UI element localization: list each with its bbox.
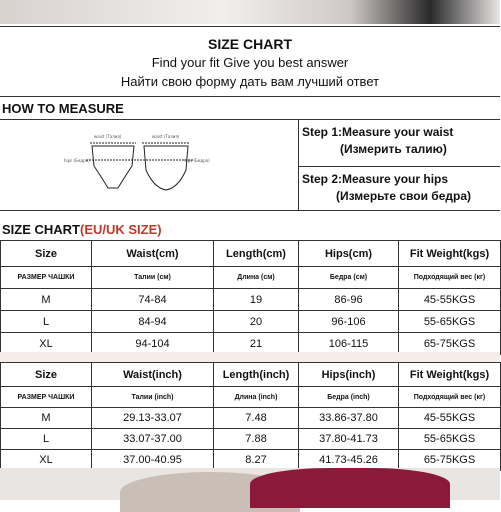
table-header-row (1, 241, 501, 267)
column-header-ru: Бедра (inch) (299, 387, 399, 408)
table-cell: 94-104 (92, 333, 214, 355)
product-photo-top (0, 0, 500, 24)
table-cell: 86-96 (299, 289, 399, 311)
table-cell: 55-65KGS (399, 311, 501, 333)
table-cell: 106-115 (299, 333, 399, 355)
table-cell: 96-106 (299, 311, 399, 333)
table-cell: 21 (214, 333, 299, 355)
table-spacer (0, 352, 500, 362)
column-header: Hips(inch) (299, 363, 399, 387)
column-header-ru: Подходящий вес (кг) (399, 387, 501, 408)
column-header: Waist(cm) (92, 241, 214, 267)
measure-section (0, 120, 500, 210)
back-view-icon (140, 143, 194, 190)
waist-figure-label: waist (Талия) (94, 134, 122, 139)
table-cell: 7.48 (214, 408, 299, 429)
table-cell: M (1, 408, 92, 429)
table-cell: 37.00-40.95 (92, 450, 214, 471)
divider (298, 120, 299, 210)
size-chart-card (0, 24, 500, 468)
column-header: Waist(inch) (92, 363, 214, 387)
column-header: Fit Weight(kgs) (399, 363, 501, 387)
underwear-measure-diagram (62, 126, 210, 206)
table-cell: 19 (214, 289, 299, 311)
table-cell: 7.88 (214, 429, 299, 450)
column-header: Size (1, 363, 92, 387)
table-cell: XL (1, 450, 92, 471)
column-header: Fit Weight(kgs) (399, 241, 501, 267)
size-table-cm (0, 240, 501, 355)
table-cell: M (1, 289, 92, 311)
table-cell: 41.73-45.26 (299, 450, 399, 471)
column-header-ru: РАЗМЕР ЧАШКИ (1, 267, 92, 289)
table-cell: 45-55KGS (399, 289, 501, 311)
table-cell: 20 (214, 311, 299, 333)
column-header: Hips(cm) (299, 241, 399, 267)
subtitle-english: Find your fit Give you best answer (151, 55, 349, 70)
table-row (1, 289, 501, 311)
divider (0, 210, 500, 211)
divider (0, 26, 500, 27)
subtitle-russian: Найти свою форму дать вам лучший ответ (120, 74, 380, 89)
column-header-ru: РАЗМЕР ЧАШКИ (1, 387, 92, 408)
column-header: Length(inch) (214, 363, 299, 387)
table-cell: L (1, 311, 92, 333)
column-header-ru: Длина (см) (214, 267, 299, 289)
table-cell: 29.13-33.07 (92, 408, 214, 429)
table-cell: 8.27 (214, 450, 299, 471)
table-cell: 33.86-37.80 (299, 408, 399, 429)
table-row (1, 408, 501, 429)
table-cell: 65-75KGS (399, 333, 501, 355)
column-header-ru: Бедра (см) (299, 267, 399, 289)
size-chart-heading (2, 222, 162, 237)
table-cell: 74-84 (92, 289, 214, 311)
column-header-ru: Талии (inch) (92, 387, 214, 408)
column-header-ru: Длина (inch) (214, 387, 299, 408)
divider (298, 166, 500, 167)
divider (0, 96, 500, 97)
column-header: Length(cm) (214, 241, 299, 267)
table-row (1, 429, 501, 450)
front-view-icon (86, 143, 140, 188)
step1-english: Step 1:Measure your waist (302, 125, 454, 139)
product-photo-bottom (0, 468, 500, 500)
table-cell: L (1, 429, 92, 450)
step2-english: Step 2:Measure your hips (302, 172, 449, 186)
table-cell: 65-75KGS (399, 450, 501, 471)
table-header-row (1, 363, 501, 387)
step2-russian: (Измерьте свои бедра) (336, 189, 472, 203)
table-russian-header-row (1, 267, 501, 289)
table-cell: 33.07-37.00 (92, 429, 214, 450)
table-cell: 45-55KGS (399, 408, 501, 429)
size-chart-heading-accent: (EU/UK SIZE) (80, 222, 162, 237)
page-title: SIZE CHART (208, 36, 292, 52)
hips-figure-label: hips (Бедра) (184, 158, 210, 163)
table-row (1, 311, 501, 333)
fabric-swatch (250, 468, 450, 508)
waist-figure-label: waist (Талия) (152, 134, 180, 139)
size-chart-heading-main: SIZE CHART (2, 222, 80, 237)
table-cell: 84-94 (92, 311, 214, 333)
table-cell: 37.80-41.73 (299, 429, 399, 450)
table-cell: XL (1, 333, 92, 355)
step1-russian: (Измерить талию) (340, 142, 447, 156)
table-cell: 55-65KGS (399, 429, 501, 450)
how-to-measure-heading: HOW TO MEASURE (2, 101, 124, 116)
column-header-ru: Талии (см) (92, 267, 214, 289)
column-header: Size (1, 241, 92, 267)
hips-figure-label: hips (Бедра) (64, 158, 90, 163)
table-russian-header-row (1, 387, 501, 408)
column-header-ru: Подходящий вес (кг) (399, 267, 501, 289)
size-table-inch (0, 362, 501, 471)
